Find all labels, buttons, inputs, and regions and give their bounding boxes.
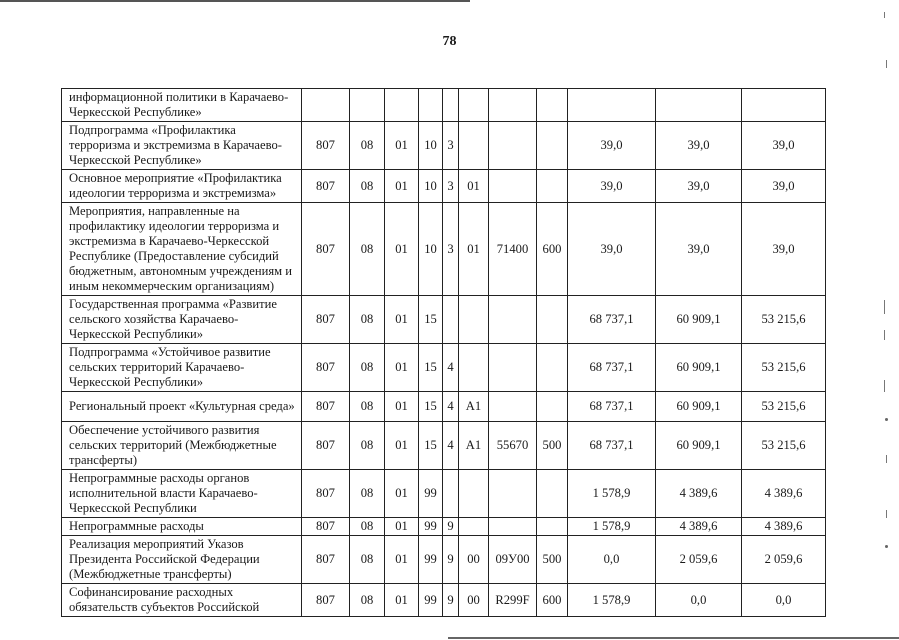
row-cell: 60 909,1	[656, 344, 742, 392]
row-cell: 807	[302, 392, 350, 422]
row-cell: 9	[443, 536, 459, 584]
row-cell: 68 737,1	[568, 422, 656, 470]
row-cell	[489, 470, 537, 518]
row-cell: 08	[350, 296, 385, 344]
row-cell	[489, 344, 537, 392]
row-cell: 2 059,6	[742, 536, 826, 584]
row-cell	[489, 122, 537, 170]
row-cell: 08	[350, 170, 385, 203]
margin-mark	[884, 300, 885, 314]
row-cell	[459, 122, 489, 170]
row-cell: 01	[385, 422, 419, 470]
row-cell: 01	[385, 392, 419, 422]
row-cell	[537, 518, 568, 536]
row-cell: 3	[443, 122, 459, 170]
row-cell: 08	[350, 536, 385, 584]
row-name: Непрограммные расходы	[62, 518, 302, 536]
row-cell: 71400	[489, 203, 537, 296]
row-cell: 4	[443, 422, 459, 470]
row-cell: 01	[385, 344, 419, 392]
row-cell: 4 389,6	[656, 518, 742, 536]
row-cell: 0,0	[656, 584, 742, 617]
row-cell: 08	[350, 584, 385, 617]
row-cell	[489, 89, 537, 122]
row-cell: 01	[385, 518, 419, 536]
row-cell: 807	[302, 470, 350, 518]
row-cell: 39,0	[742, 170, 826, 203]
row-cell: 39,0	[568, 203, 656, 296]
row-cell: 807	[302, 170, 350, 203]
row-cell: 00	[459, 536, 489, 584]
row-cell: 807	[302, 122, 350, 170]
row-name: Реализация мероприятий Указов Президента Российской Федерации (Межбюджетные трансферты)	[62, 536, 302, 584]
row-cell: 500	[537, 422, 568, 470]
budget-table	[61, 88, 826, 617]
table-row	[62, 296, 826, 344]
row-cell: 10	[419, 203, 443, 296]
row-cell: 39,0	[656, 122, 742, 170]
row-cell	[443, 296, 459, 344]
row-cell: 3	[443, 170, 459, 203]
row-name: Подпрограмма «Профилактика терроризма и экстремизма в Карачаево-Черкесской Республике»	[62, 122, 302, 170]
row-cell: 4 389,6	[656, 470, 742, 518]
table-row	[62, 422, 826, 470]
row-cell	[742, 89, 826, 122]
row-cell: 68 737,1	[568, 296, 656, 344]
row-cell: 500	[537, 536, 568, 584]
row-cell: 08	[350, 422, 385, 470]
margin-dot	[885, 545, 888, 548]
row-cell	[459, 89, 489, 122]
row-cell: 53 215,6	[742, 344, 826, 392]
row-cell: 08	[350, 122, 385, 170]
row-cell: 807	[302, 344, 350, 392]
row-cell	[537, 89, 568, 122]
table-row	[62, 536, 826, 584]
row-cell: А1	[459, 392, 489, 422]
table-row	[62, 584, 826, 617]
row-cell: А1	[459, 422, 489, 470]
row-cell: 68 737,1	[568, 392, 656, 422]
row-cell: 60 909,1	[656, 296, 742, 344]
row-cell: 09У00	[489, 536, 537, 584]
row-name: Непрограммные расходы органов исполнительной власти Карачаево-Черкесской Республики	[62, 470, 302, 518]
row-cell: 01	[385, 584, 419, 617]
row-cell: 99	[419, 536, 443, 584]
row-cell: 68 737,1	[568, 344, 656, 392]
row-cell: 4	[443, 392, 459, 422]
row-cell	[537, 344, 568, 392]
row-name: информационной политики в Карачаево-Черкесской Республике»	[62, 89, 302, 122]
margin-mark	[886, 60, 887, 68]
table-row	[62, 470, 826, 518]
row-cell: 01	[385, 203, 419, 296]
row-cell: 08	[350, 470, 385, 518]
row-cell: 39,0	[568, 170, 656, 203]
margin-mark	[886, 510, 887, 518]
row-cell: 01	[385, 122, 419, 170]
row-name: Мероприятия, направленные на профилактику идеологии терроризма и экстремизма в Карачаево-Черкесской Республике (Предоставление субсидий бюджетным, автономным учреждениям и иным некоммерческим организациям)	[62, 203, 302, 296]
row-cell: 60 909,1	[656, 422, 742, 470]
row-cell	[419, 89, 443, 122]
row-cell: 53 215,6	[742, 392, 826, 422]
row-cell: 1 578,9	[568, 470, 656, 518]
row-cell: 3	[443, 203, 459, 296]
row-cell: 10	[419, 170, 443, 203]
row-cell	[537, 170, 568, 203]
row-cell: 0,0	[568, 536, 656, 584]
row-cell: 08	[350, 203, 385, 296]
row-cell: 01	[459, 170, 489, 203]
table-row	[62, 392, 826, 422]
row-cell: 01	[459, 203, 489, 296]
row-cell	[537, 296, 568, 344]
row-cell	[489, 170, 537, 203]
table-body	[62, 89, 826, 617]
row-cell: 08	[350, 392, 385, 422]
row-cell: 4	[443, 344, 459, 392]
row-cell: 1 578,9	[568, 518, 656, 536]
row-cell	[443, 89, 459, 122]
page-number: 78	[442, 34, 457, 49]
row-cell: 9	[443, 584, 459, 617]
table-row	[62, 170, 826, 203]
row-cell: 99	[419, 470, 443, 518]
row-cell	[537, 122, 568, 170]
row-cell: 15	[419, 296, 443, 344]
row-cell: 1 578,9	[568, 584, 656, 617]
row-cell: 0,0	[742, 584, 826, 617]
row-cell: 53 215,6	[742, 296, 826, 344]
row-name: Подпрограмма «Устойчивое развитие сельских территорий Карачаево-Черкесской Республики»	[62, 344, 302, 392]
row-cell: 9	[443, 518, 459, 536]
row-cell	[302, 89, 350, 122]
margin-mark	[884, 330, 885, 340]
margin-mark	[884, 12, 885, 18]
row-cell: 807	[302, 203, 350, 296]
row-cell: 807	[302, 584, 350, 617]
row-cell	[537, 470, 568, 518]
row-name: Основное мероприятие «Профилактика идеологии терроризма и экстремизма»	[62, 170, 302, 203]
row-cell: 39,0	[742, 203, 826, 296]
row-cell: 99	[419, 584, 443, 617]
row-cell: 2 059,6	[656, 536, 742, 584]
row-cell	[489, 518, 537, 536]
row-cell: 60 909,1	[656, 392, 742, 422]
row-name: Региональный проект «Культурная среда»	[62, 392, 302, 422]
row-cell: 99	[419, 518, 443, 536]
row-cell: 39,0	[568, 122, 656, 170]
row-cell: 01	[385, 470, 419, 518]
table-row	[62, 89, 826, 122]
row-cell	[443, 470, 459, 518]
row-cell: 55670	[489, 422, 537, 470]
row-cell: 39,0	[656, 170, 742, 203]
row-cell	[459, 470, 489, 518]
row-cell: 600	[537, 584, 568, 617]
row-cell	[459, 344, 489, 392]
row-cell: 807	[302, 518, 350, 536]
row-cell: 39,0	[742, 122, 826, 170]
row-name: Обеспечение устойчивого развития сельских территорий (Межбюджетные трансферты)	[62, 422, 302, 470]
row-cell: 01	[385, 536, 419, 584]
table-row	[62, 122, 826, 170]
row-cell: 4 389,6	[742, 470, 826, 518]
row-cell	[537, 392, 568, 422]
row-cell	[459, 518, 489, 536]
margin-mark	[886, 455, 887, 463]
table-row	[62, 518, 826, 536]
row-cell: 4 389,6	[742, 518, 826, 536]
margin-dot	[885, 418, 888, 421]
table-row	[62, 344, 826, 392]
row-cell: 600	[537, 203, 568, 296]
row-cell	[656, 89, 742, 122]
row-cell: 53 215,6	[742, 422, 826, 470]
row-cell	[385, 89, 419, 122]
row-cell: 08	[350, 518, 385, 536]
row-cell	[350, 89, 385, 122]
row-cell: 00	[459, 584, 489, 617]
row-cell: 807	[302, 296, 350, 344]
row-cell: 15	[419, 392, 443, 422]
scan-edge-top	[0, 0, 470, 2]
row-cell: 807	[302, 422, 350, 470]
row-name: Софинансирование расходных обязательств субъектов Российской	[62, 584, 302, 617]
scan-edge-bottom	[448, 637, 899, 639]
table-row	[62, 203, 826, 296]
row-cell	[568, 89, 656, 122]
row-name: Государственная программа «Развитие сельского хозяйства Карачаево-Черкесской Республики»	[62, 296, 302, 344]
row-cell: 01	[385, 170, 419, 203]
row-cell: 807	[302, 536, 350, 584]
row-cell: R299F	[489, 584, 537, 617]
row-cell	[489, 296, 537, 344]
row-cell: 10	[419, 122, 443, 170]
row-cell: 39,0	[656, 203, 742, 296]
row-cell	[459, 296, 489, 344]
margin-mark	[884, 380, 885, 392]
row-cell: 15	[419, 344, 443, 392]
row-cell: 01	[385, 296, 419, 344]
row-cell: 08	[350, 344, 385, 392]
row-cell: 15	[419, 422, 443, 470]
row-cell	[489, 392, 537, 422]
